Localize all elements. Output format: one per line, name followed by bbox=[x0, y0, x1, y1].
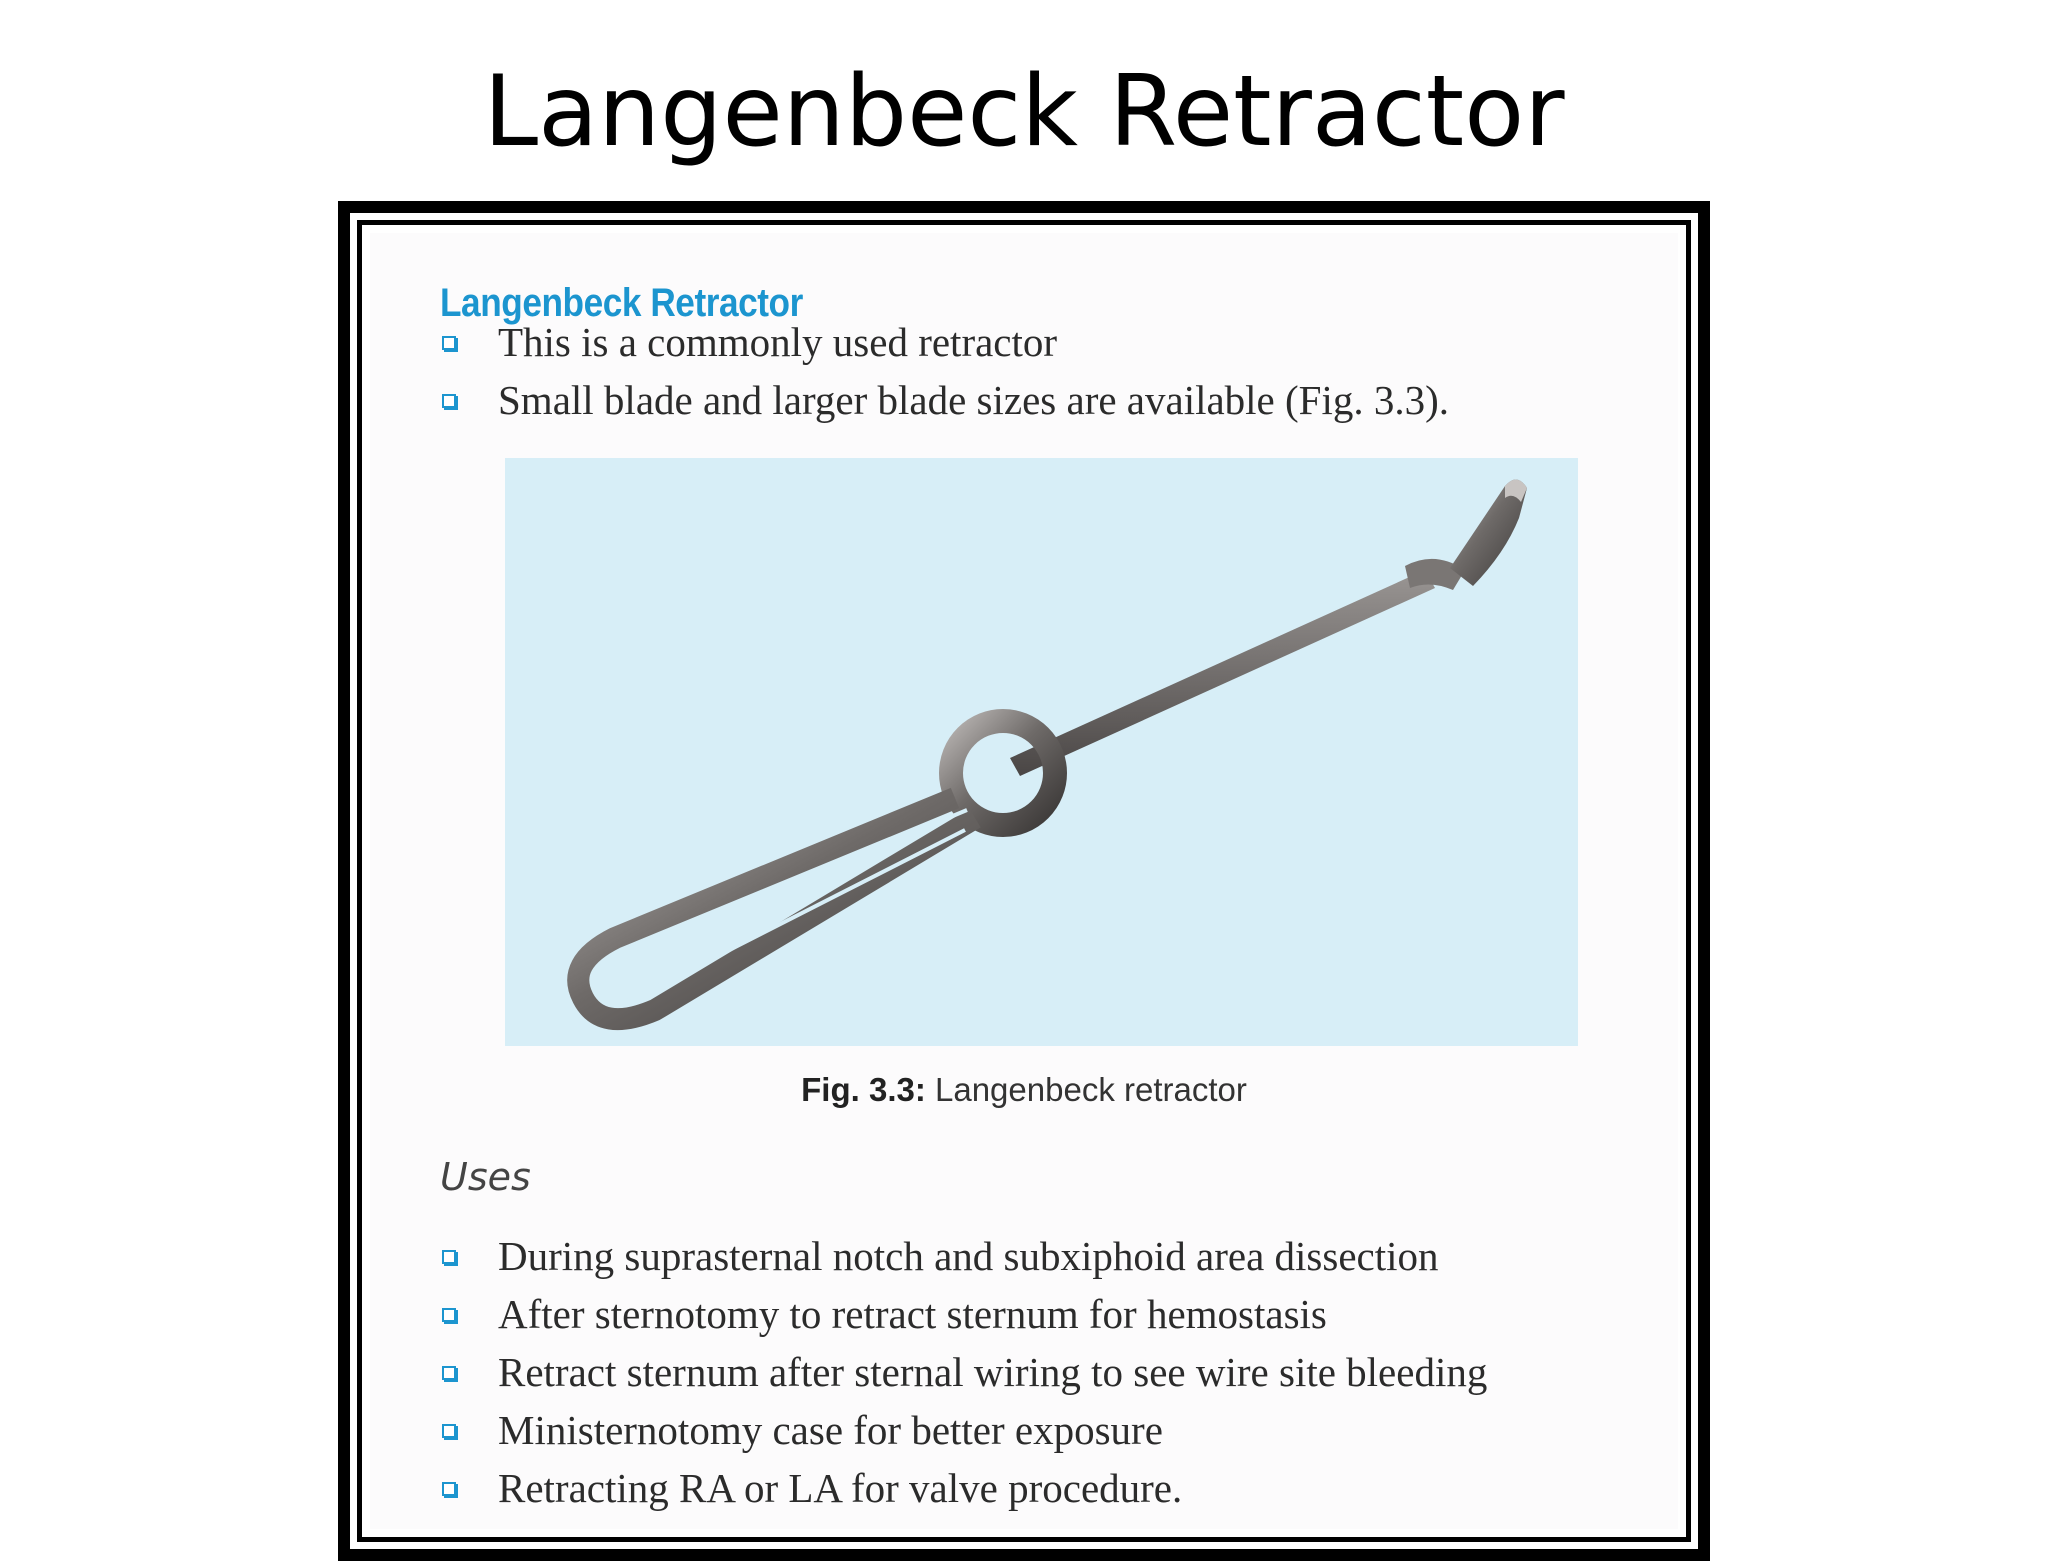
figure-caption-label: Fig. 3.3: bbox=[801, 1071, 926, 1108]
figure-caption bbox=[370, 1071, 1678, 1109]
list-item-text: Ministernotomy case for better exposure bbox=[498, 1407, 1163, 1453]
uses-heading: Uses bbox=[440, 1155, 531, 1199]
uses-bullet-list bbox=[440, 1227, 1487, 1517]
retractor-figure bbox=[505, 458, 1578, 1046]
square-bullet-icon bbox=[442, 1308, 456, 1322]
langenbeck-retractor-image bbox=[505, 458, 1578, 1046]
intro-bullet-list bbox=[440, 313, 1449, 429]
document-frame-inner bbox=[357, 220, 1691, 1542]
list-item bbox=[440, 1343, 1487, 1401]
slide-title: Langenbeck Retractor bbox=[483, 55, 1565, 169]
figure-caption-text: Langenbeck retractor bbox=[935, 1071, 1247, 1108]
list-item bbox=[440, 1401, 1487, 1459]
list-item-text: Small blade and larger blade sizes are available (Fig. 3.3). bbox=[498, 377, 1450, 423]
square-bullet-icon bbox=[442, 1366, 456, 1380]
list-item-text: Retract sternum after sternal wiring to see wire site bleeding bbox=[498, 1349, 1488, 1395]
list-item-text: After sternotomy to retract sternum for hemostasis bbox=[498, 1291, 1327, 1337]
list-item-text: Retracting RA or LA for valve procedure. bbox=[498, 1465, 1183, 1511]
square-bullet-icon bbox=[442, 394, 456, 408]
list-item bbox=[440, 371, 1449, 429]
textbook-page bbox=[370, 233, 1678, 1529]
list-item bbox=[440, 1227, 1487, 1285]
list-item-text: This is a commonly used retractor bbox=[498, 319, 1058, 365]
list-item bbox=[440, 1459, 1487, 1517]
document-frame bbox=[338, 201, 1710, 1561]
square-bullet-icon bbox=[442, 1250, 456, 1264]
square-bullet-icon bbox=[442, 1482, 456, 1496]
list-item bbox=[440, 313, 1449, 371]
square-bullet-icon bbox=[442, 1424, 456, 1438]
square-bullet-icon bbox=[442, 336, 456, 350]
section-heading: Langenbeck Retractor bbox=[440, 281, 803, 325]
list-item-text: During suprasternal notch and subxiphoid area dissection bbox=[498, 1233, 1439, 1279]
list-item bbox=[440, 1285, 1487, 1343]
